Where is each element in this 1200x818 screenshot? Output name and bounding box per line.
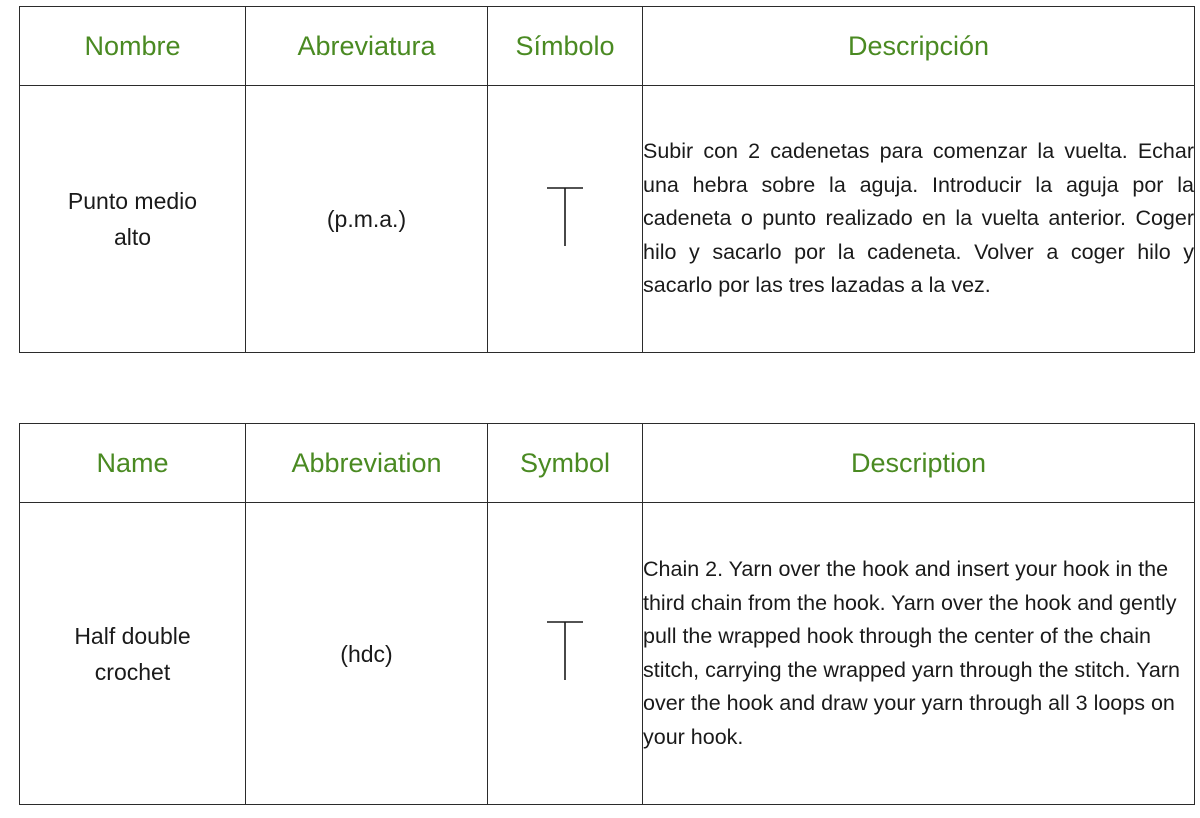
header-symbol: Símbolo xyxy=(488,7,643,86)
t-symbol-icon xyxy=(545,186,585,248)
stitch-symbol-cell xyxy=(488,503,643,805)
stitch-name-line2: alto xyxy=(113,224,152,250)
table-header-row xyxy=(20,424,1195,503)
stitch-name-line1: Punto medio xyxy=(67,188,198,214)
stitch-abbreviation: (hdc) xyxy=(246,503,488,805)
stitch-name-line2: crochet xyxy=(94,658,171,685)
header-name: Nombre xyxy=(20,7,246,86)
stitch-name-cell xyxy=(20,503,246,805)
spanish-stitch-table xyxy=(19,6,1195,353)
header-description: Description xyxy=(643,424,1195,503)
header-name: Name xyxy=(20,424,246,503)
header-description: Descripción xyxy=(643,7,1195,86)
t-symbol-icon xyxy=(545,620,585,682)
english-stitch-table xyxy=(19,423,1195,805)
header-symbol: Symbol xyxy=(488,424,643,503)
stitch-abbreviation: (p.m.a.) xyxy=(246,86,488,353)
stitch-description: Subir con 2 cadenetas para comenzar la vuelta. Echar una hebra sobre la aguja. Introducir la aguja por la cadeneta o punto realizado en la vuelta anterior. Coger hilo y sacarlo por la cadeneta. Volver a coger hilo y sacarlo por las tres lazadas a la vez. xyxy=(643,86,1195,353)
stitch-name-line1: Half double xyxy=(74,622,191,649)
table-row xyxy=(20,86,1195,353)
stitch-name-cell xyxy=(20,86,246,353)
header-abbreviation: Abreviatura xyxy=(246,7,488,86)
stitch-description: Chain 2. Yarn over the hook and insert your hook in the third chain from the hook. Yarn over the hook and gently pull the wrapped hook through the center of the chain stitch, carrying the wrapped yarn through the stitch. Yarn over the hook and draw your yarn through all 3 loops on your hook. xyxy=(643,503,1195,805)
table-header-row xyxy=(20,7,1195,86)
header-abbreviation: Abbreviation xyxy=(246,424,488,503)
stitch-symbol-cell xyxy=(488,86,643,353)
table-row xyxy=(20,503,1195,805)
